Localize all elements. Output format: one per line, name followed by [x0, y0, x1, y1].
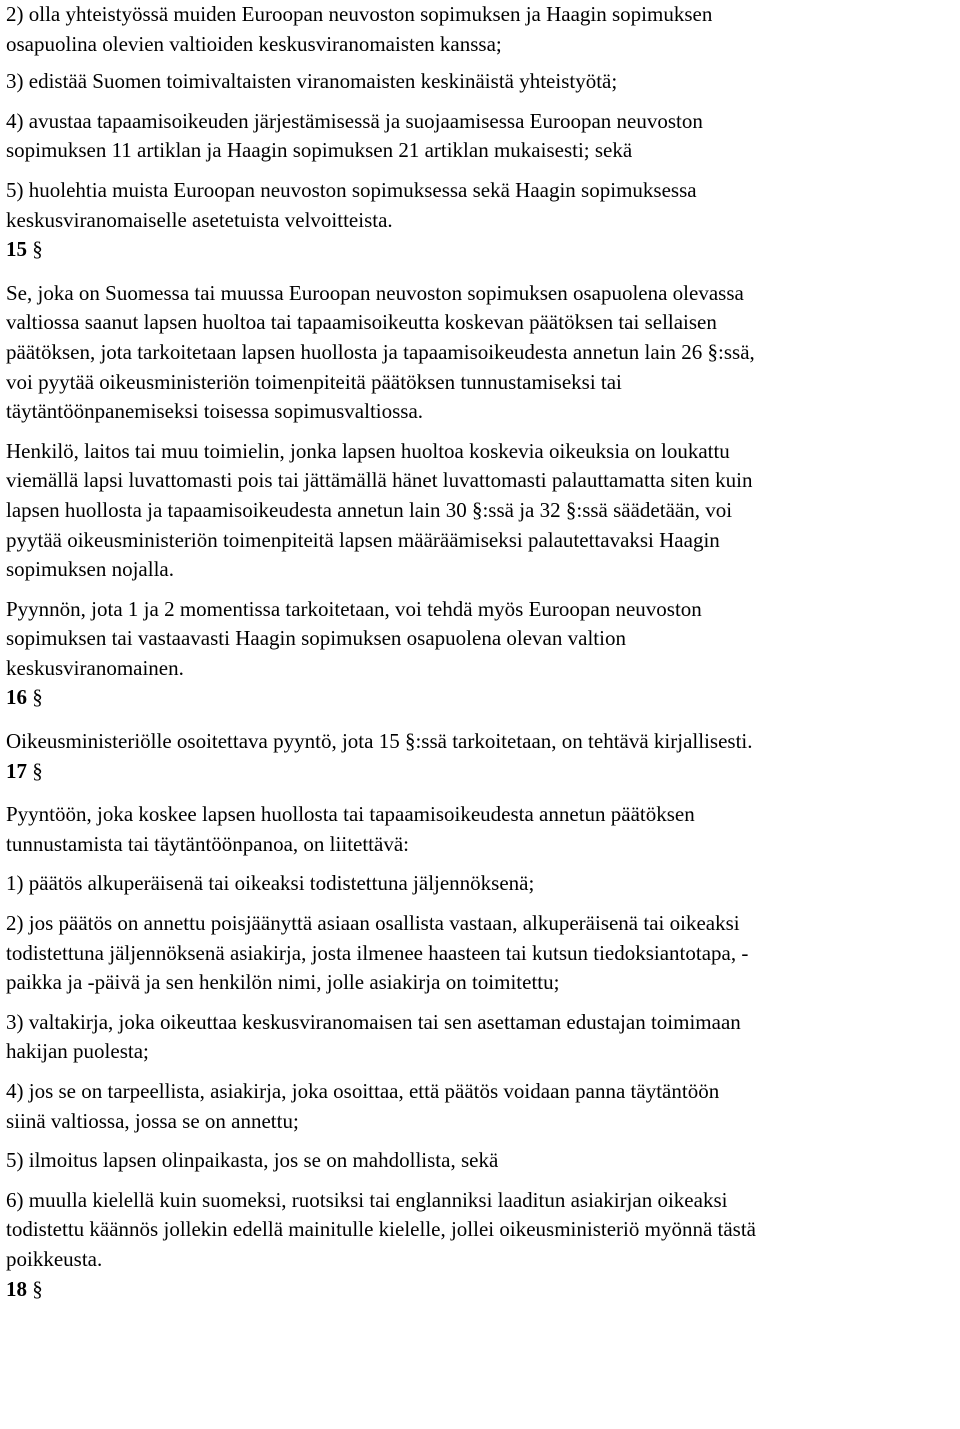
paragraph-item-5: 5) huolehtia muista Euroopan neuvoston sopimuksessa sekä Haagin sopimuksessa keskusviranomaiselle asetetuista velvoitteista. — [6, 177, 697, 232]
paragraph-item-4: 4) avustaa tapaamisoikeuden järjestämisessä ja suojaamisessa Euroopan neuvoston sopimuksen 11 artiklan ja Haagin sopimuksen 21 artiklan mukaisesti; sekä — [6, 108, 703, 163]
section-sign: § — [32, 237, 43, 262]
section-heading-18 — [6, 1275, 954, 1305]
section-number: 18 — [6, 1276, 27, 1301]
section-17-item-6: 6) muulla kielellä kuin suomeksi, ruotsiksi tai englanniksi laaditun asiakirjan oikeaksi todistettu käännös jollekin edellä mainitulle kielelle, jollei oikeusministeriö myönnä tästä poikkeusta. — [6, 1187, 757, 1271]
section-sign: § — [32, 685, 43, 710]
section-15-paragraph-3: Pyynnön, jota 1 ja 2 momentissa tarkoitetaan, voi tehdä myös Euroopan neuvoston sopimuksen tai vastaavasti Haagin sopimuksen osapuolena olevan valtion keskusviranomainen. — [6, 596, 702, 680]
section-17-item-2: 2) jos päätös on annettu poisjäänyttä asiaan osallista vastaan, alkuperäisenä tai oikeaksi todistettuna jäljennöksenä asiakirja, josta ilmenee haasteen tai kutsun tiedoksiantotapa, - paikka ja -päivä ja sen henkilön nimi, jolle asiakirja on toimitettu; — [6, 911, 749, 995]
section-heading-15 — [6, 235, 954, 265]
section-heading-17 — [6, 757, 954, 787]
section-15-paragraph-2: Henkilö, laitos tai muu toimielin, jonka lapsen huoltoa koskevia oikeuksia on loukattu viemällä lapsi luvattomasti pois tai jättämällä hänet luvattomasti palauttamatta siten kuin lapsen huollosta ja tapaamisoikeudesta annetun lain 30 §:ssä ja 32 §:ssä säädetään, voi pyytää oikeusministeriön toimenpiteitä lapsen määräämiseksi palautettavaksi Haagin sopimuksen nojalla. — [6, 438, 753, 582]
paragraph-item-2: 2) olla yhteistyössä muiden Euroopan neuvoston sopimuksen ja Haagin sopimuksen osapuolina olevien valtioiden keskusviranomaisten kanssa; — [6, 2, 713, 56]
section-number: 17 — [6, 758, 27, 783]
section-number: 16 — [6, 685, 27, 710]
section-number: 15 — [6, 237, 27, 262]
paragraph-item-3: 3) edistää Suomen toimivaltaisten viranomaisten keskinäistä yhteistyötä; — [6, 69, 618, 94]
section-17-paragraph-1: Pyyntöön, joka koskee lapsen huollosta tai tapaamisoikeudesta annetun päätöksen tunnustamista tai täytäntöönpanoa, on liitettävä: — [6, 802, 695, 856]
section-17-item-1: 1) päätös alkuperäisenä tai oikeaksi todistettuna jäljennöksenä; — [6, 871, 535, 896]
section-15-paragraph-1: Se, joka on Suomessa tai muussa Euroopan neuvoston sopimuksen osapuolena olevassa valtiossa saanut lapsen huoltoa tai tapaamisoikeutta koskevan päätöksen tai sellaisen päätöksen, jota tarkoitetaan lapsen huollosta ja tapaamisoikeudesta annetun lain 26 §:ssä, voi pyytää oikeusministeriön toimenpiteitä päätöksen tunnustamiseksi tai täytäntöönpanemiseksi toisessa sopimusvaltiossa. — [6, 280, 755, 424]
section-17-item-5: 5) ilmoitus lapsen olinpaikasta, jos se on mahdollista, sekä — [6, 1148, 499, 1173]
section-16-paragraph-1: Oikeusministeriölle osoitettava pyyntö, jota 15 §:ssä tarkoitetaan, on tehtävä kirjallisesti. — [6, 729, 753, 754]
section-heading-16 — [6, 683, 954, 713]
section-sign: § — [32, 758, 43, 783]
section-sign: § — [32, 1276, 43, 1301]
section-17-item-4: 4) jos se on tarpeellista, asiakirja, joka osoittaa, että päätös voidaan panna täytäntöön siinä valtiossa, jossa se on annettu; — [6, 1079, 720, 1133]
section-17-item-3: 3) valtakirja, joka oikeuttaa keskusviranomaisen tai sen asettaman edustajan toimimaan hakijan puolesta; — [6, 1009, 741, 1064]
